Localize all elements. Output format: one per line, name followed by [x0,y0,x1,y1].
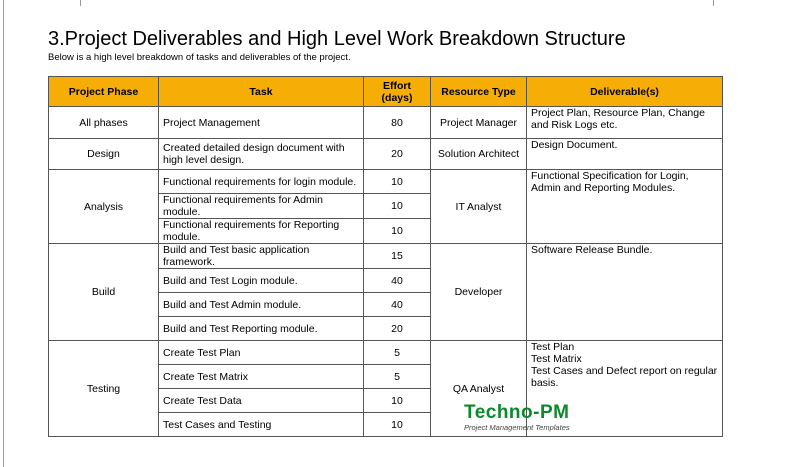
page-edge-left [3,0,4,467]
table-row [49,139,723,170]
task-cell: Functional requirements for Admin module. [159,194,364,219]
deliverable-line: Test Plan [531,341,575,353]
effort-cell: 20 [364,139,431,170]
header-deliverables: Deliverable(s) [527,77,723,107]
effort-cell: 10 [364,389,431,413]
page-corner-mark-right [713,0,714,6]
deliverable-cell: Project Plan, Resource Plan, Change and Risk Logs etc. [527,107,723,139]
effort-cell: 5 [364,365,431,389]
task-cell: Create Test Data [159,389,364,413]
deliverable-cell: Software Release Bundle. [527,244,723,341]
effort-cell: 40 [364,269,431,293]
task-cell: Build and Test Admin module. [159,293,364,317]
task-cell: Build and Test Login module. [159,269,364,293]
resource-cell: Solution Architect [431,139,527,170]
phase-cell: Analysis [49,170,159,244]
resource-cell: QA Analyst [431,341,527,437]
section-heading: 3.Project Deliverables and High Level Work Breakdown Structure [48,28,626,50]
task-cell: Functional requirements for login module. [159,170,364,194]
task-cell: Build and Test Reporting module. [159,317,364,341]
resource-cell: Developer [431,244,527,341]
phase-cell: Design [49,139,159,170]
task-cell: Create Test Matrix [159,365,364,389]
effort-cell: 10 [364,219,431,244]
header-effort: Effort (days) [364,77,431,107]
phase-cell: Build [49,244,159,341]
header-resource-type: Resource Type [431,77,527,107]
header-project-phase: Project Phase [49,77,159,107]
phase-cell: Testing [49,341,159,437]
effort-cell: 5 [364,341,431,365]
task-cell: Project Management [159,107,364,139]
effort-cell: 10 [364,170,431,194]
effort-cell: 80 [364,107,431,139]
task-cell: Test Cases and Testing [159,413,364,437]
table-row [49,341,723,365]
section-intro-text: Below is a high level breakdown of tasks and deliverables of the project. [48,52,351,63]
table-row [49,244,723,269]
effort-cell: 20 [364,317,431,341]
effort-cell: 10 [364,413,431,437]
resource-cell: Project Manager [431,107,527,139]
wbs-table [48,76,723,437]
effort-cell: 10 [364,194,431,219]
page-corner-mark-left [80,0,81,6]
resource-cell: IT Analyst [431,170,527,244]
logo-tagline: Project Management Templates [464,423,570,432]
techno-pm-logo [464,402,570,432]
logo-wordmark: Techno-PM [464,402,570,423]
task-cell: Functional requirements for Reporting module. [159,219,364,244]
task-cell: Create Test Plan [159,341,364,365]
header-task: Task [159,77,364,107]
task-cell: Build and Test basic application framework. [159,244,364,269]
effort-cell: 40 [364,293,431,317]
phase-cell: All phases [49,107,159,139]
deliverable-line: Test Matrix [531,353,582,365]
table-row [49,107,723,139]
effort-cell: 15 [364,244,431,269]
table-row [49,170,723,194]
deliverable-cell: Design Document. [527,139,723,170]
deliverable-cell: Functional Specification for Login, Admin and Reporting Modules. [527,170,723,244]
table-header-row [49,77,723,107]
task-cell: Created detailed design document with high level design. [159,139,364,170]
deliverable-line: Test Cases and Defect report on regular basis. [531,365,718,389]
